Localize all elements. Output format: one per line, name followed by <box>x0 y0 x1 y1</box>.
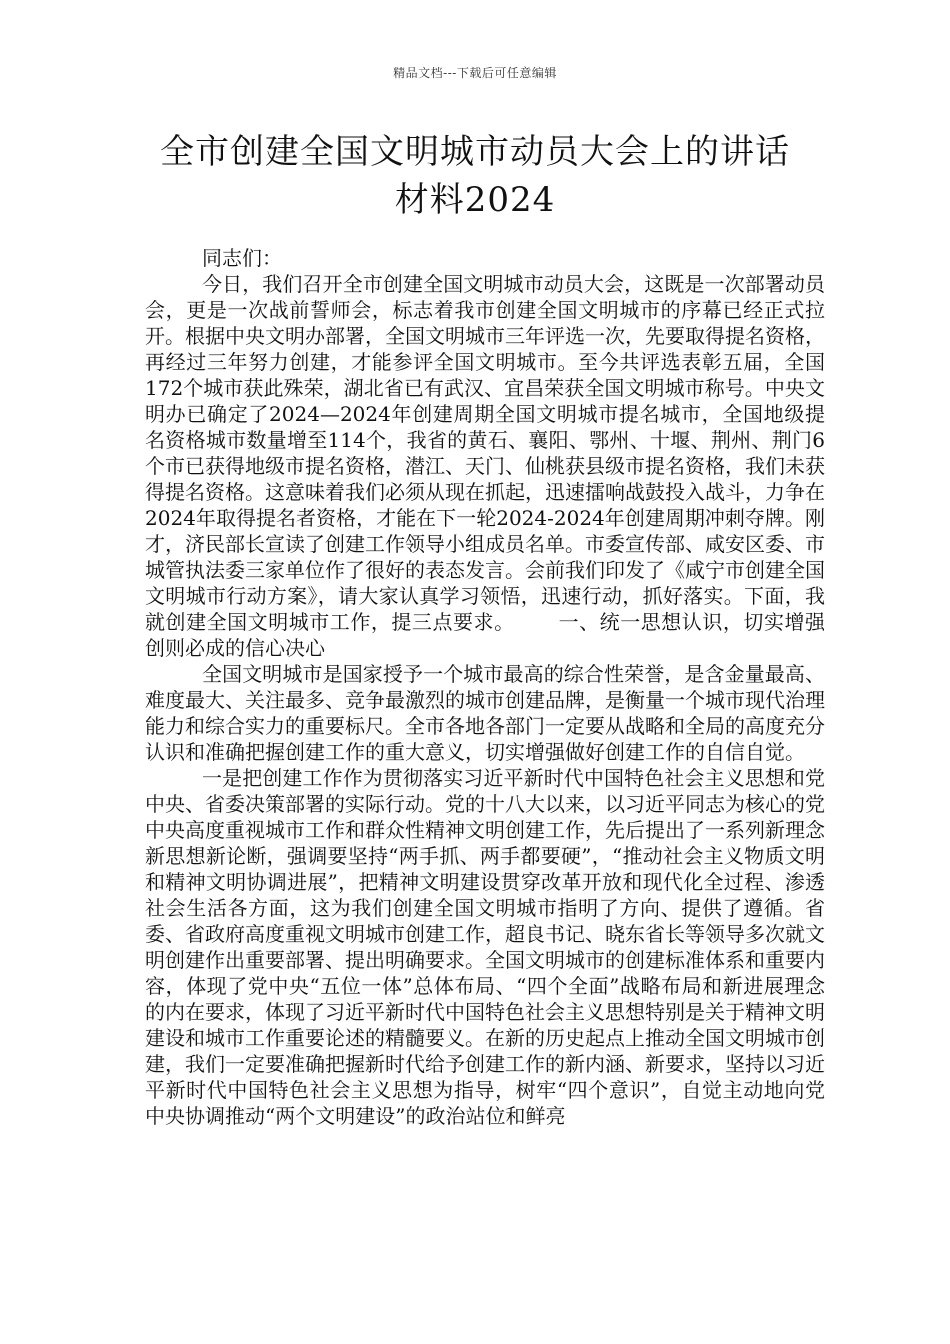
paragraph-2: 全国文明城市是国家授予一个城市最高的综合性荣誉，是含金量最高、难度最大、关注最多、竞争最激烈的城市创建品牌，是衡量一个城市现代治理能力和综合实力的重要标尺。全市各地各部门一定要从战略和全局的高度充分认识和准确把握创建工作的重大意义，切实增强做好创建工作的自信自觉。 <box>145 662 825 764</box>
page-header-note: 精品文档---下载后可任意编辑 <box>393 66 557 80</box>
document-body <box>145 245 825 1129</box>
paragraph-intro <box>145 271 825 661</box>
paragraph-3: 一是把创建工作作为贯彻落实习近平新时代中国特色社会主义思想和党中央、省委决策部署的实际行动。党的十八大以来，以习近平同志为核心的党中央高度重视城市工作和群众性精神文明创建工作，先后提出了一系列新理念新思想新论断，强调要坚持“两手抓、两手都要硬”，“推动社会主义物质文明和精神文明协调进展”，把精神文明建设贯穿改革开放和现代化全过程、渗透社会生活各方面，这为我们创建全国文明城市指明了方向、提供了遵循。省委、省政府高度重视文明城市创建工作，超良书记、晓东省长等领导多次就文明创建作出重要部署、提出明确要求。全国文明城市的创建标准体系和重要内容，体现了党中央“五位一体”总体布局、“四个全面”战略布局和新进展理念的内在要求，体现了习近平新时代中国特色社会主义思想特别是关于精神文明建设和城市工作重要论述的精髓要义。在新的历史起点上推动全国文明城市创建，我们一定要准确把握新时代给予创建工作的新内涵、新要求，坚持以习近平新时代中国特色社会主义思想为指导，树牢“四个意识”，自觉主动地向党中央协调推动“两个文明建设”的政治站位和鲜亮 <box>145 766 825 1128</box>
document-title <box>140 128 810 224</box>
title-line-1: 全市创建全国文明城市动员大会上的讲话 <box>160 132 790 172</box>
section-heading-1: 一、统一思想认识，切实增强创则必成的信心决心 <box>145 610 826 660</box>
salutation: 同志们： <box>202 246 282 270</box>
paragraph-intro-text: 今日，我们召开全市创建全国文明城市动员大会，这既是一次部署动员会，更是一次战前誓师会，标志着我市创建全国文明城市的序幕已经正式拉开。根据中央文明办部署，全国文明城市三年评选一次，先要取得提名资格，再经过三年努力创建，才能参评全国文明城市。至今共评选表彰五届，全国172个城市获此殊荣，湖北省已有武汉、宜昌荣获全国文明城市称号。中央文明办已确定了2024—2024年创建周期全国文明城市提名城市，全国地级提名资格城市数量增至114个，我省的黄石、襄阳、鄂州、十堰、荆州、荆门6个市已获得地级市提名资格，潜江、天门、仙桃获县级市提名资格，我们未获得提名资格。这意味着我们必须从现在抓起，迅速擂响战鼓投入战斗，力争在2024年取得提名者资格，才能在下一轮2024-2024年创建周期冲刺夺牌。刚才，济民部长宣读了创建工作领导小组成员名单。市委宣传部、咸安区委、市城管执法委三家单位作了很好的表态发言。会前我们印发了《咸宁市创建全国文明城市行动方案》，请大家认真学习领悟，迅速行动，抓好落实。下面，我就创建全国文明城市工作，提三点要求。 <box>145 272 825 634</box>
title-line-2: 材料2024 <box>394 180 556 220</box>
